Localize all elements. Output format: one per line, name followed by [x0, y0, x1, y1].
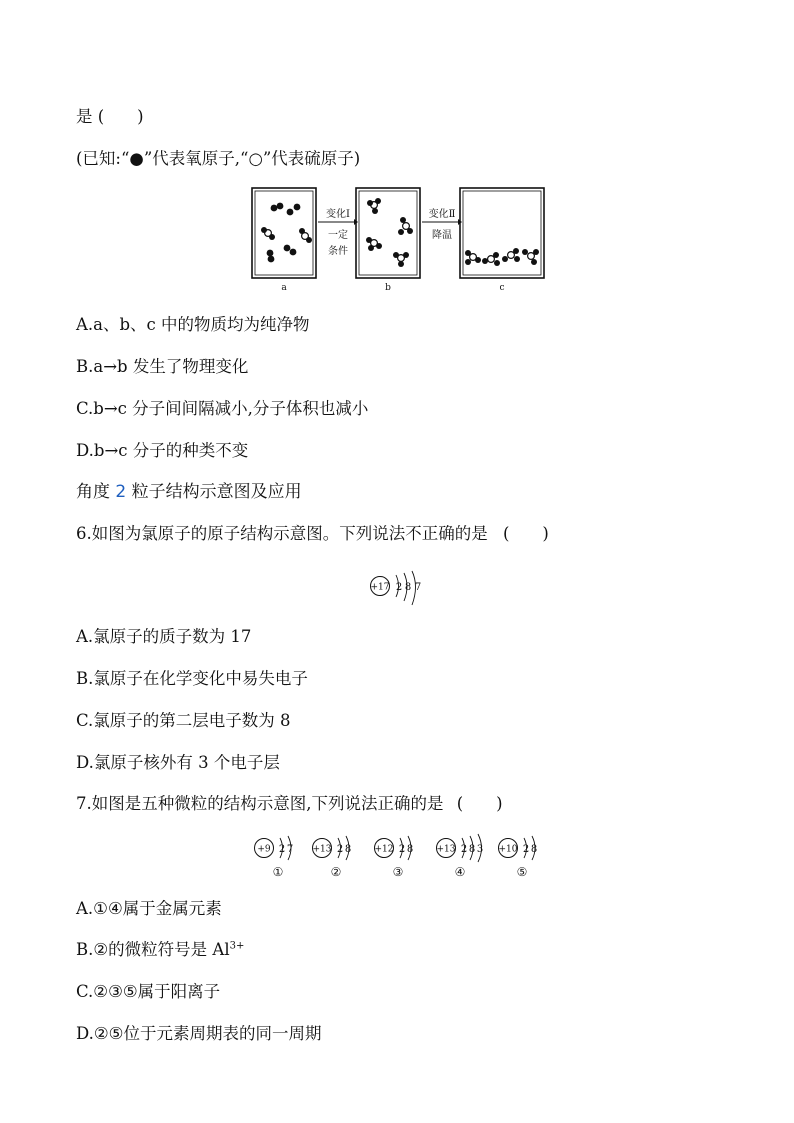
q7-stem: 7.如图是五种微粒的结构示意图,下列说法正确的是: [76, 794, 444, 813]
q5-option-b[interactable]: B.a→b 发生了物理变化: [76, 357, 249, 376]
box-c-label: c: [499, 283, 505, 293]
q7-option-c[interactable]: C.②③⑤属于阳离子: [76, 982, 221, 1001]
q6-option-c[interactable]: C.氯原子的第二层电子数为 8: [76, 711, 291, 730]
q7-particle-3: [375, 836, 414, 879]
q7-particles-diagram: [248, 822, 548, 882]
q7-nucleus-label: +13: [436, 844, 456, 855]
q6-electron-shell-2: 8: [404, 582, 412, 593]
section-prefix: 角度: [76, 482, 110, 502]
q7-particle-label: ③: [392, 865, 404, 879]
q7-nucleus-label: +12: [374, 844, 394, 855]
q7-particle-label: ④: [454, 865, 466, 879]
q7-option-a[interactable]: A.①④属于金属元素: [76, 899, 222, 918]
q7-nucleus-label: +10: [498, 844, 518, 855]
box-b-label: b: [385, 283, 391, 293]
q5-option-a[interactable]: A.a、b、c 中的物质均为纯净物: [76, 315, 310, 334]
q7-electron-count: 7: [286, 844, 294, 855]
box-a-label: a: [281, 283, 287, 293]
q6-nucleus-label: +17: [370, 582, 390, 593]
section-title: 粒子结构示意图及应用: [131, 482, 302, 502]
q7-electron-count: 8: [468, 844, 476, 855]
q7-option-b-text: B.②的微粒符号是 Al: [76, 940, 230, 959]
change1-arrow: [318, 207, 358, 257]
q7-particle-label: ②: [330, 865, 342, 879]
q7-particle-4: [437, 834, 484, 879]
q7-nucleus-label: +13: [312, 844, 332, 855]
q7-particle-label: ①: [272, 865, 284, 879]
q7-particle-5: [499, 836, 538, 879]
change1-line2: 一定: [328, 230, 348, 241]
q7-electron-count: 2: [398, 844, 406, 855]
q6-electron-shell-1: 2: [395, 582, 403, 593]
q6-stem: 6.如图为氯原子的原子结构示意图。下列说法不正确的是: [76, 524, 488, 543]
change2-line1: 变化Ⅱ: [428, 209, 456, 220]
section-heading: [76, 481, 302, 503]
q7-electron-count: 8: [344, 844, 352, 855]
q6-option-b[interactable]: B.氯原子在化学变化中易失电子: [76, 669, 308, 688]
box-a: [252, 188, 316, 293]
q7-particle-1: [255, 836, 294, 879]
q7-electron-count: 8: [530, 844, 538, 855]
box-b: [356, 188, 420, 293]
q7-option-b-charge: 3+: [229, 940, 245, 952]
q6-stem-line: [76, 523, 549, 545]
q7-electron-count: 2: [522, 844, 530, 855]
q5-note: (已知:“●”代表氧原子,“○”代表硫原子): [76, 149, 361, 168]
q7-particle-2: [313, 836, 352, 879]
q7-answer-paren[interactable]: ( ): [456, 794, 503, 813]
q7-particle-label: ⑤: [516, 865, 528, 879]
q7-electron-count: 3: [476, 844, 484, 855]
q7-electron-count: 2: [278, 844, 286, 855]
q7-nucleus-label: +9: [257, 844, 271, 855]
q6-answer-paren[interactable]: ( ): [503, 524, 549, 543]
q7-option-b[interactable]: [76, 939, 244, 961]
q5-reaction-figure: [250, 186, 546, 294]
change1-line3: 条件: [328, 246, 348, 257]
q5-option-c[interactable]: C.b→c 分子间间隔减小,分子体积也减小: [76, 399, 369, 418]
q6-atom-diagram: [366, 566, 430, 610]
change2-arrow: [422, 207, 462, 241]
q6-option-a[interactable]: A.氯原子的质子数为 17: [76, 627, 252, 646]
change1-line1: 变化Ⅰ: [326, 209, 350, 220]
q6-electron-shell-3: 7: [414, 582, 422, 593]
box-c: [460, 188, 544, 293]
q6-option-d[interactable]: D.氯原子核外有 3 个电子层: [76, 753, 280, 772]
q7-electron-count: 8: [406, 844, 414, 855]
section-number: 2: [115, 482, 127, 502]
q7-electron-count: 2: [336, 844, 344, 855]
q5-option-d[interactable]: D.b→c 分子的种类不变: [76, 441, 249, 460]
q7-option-d[interactable]: D.②⑤位于元素周期表的同一周期: [76, 1024, 322, 1043]
q5-stem-tail: 是 ( ): [76, 107, 144, 126]
q7-electron-count: 2: [460, 844, 468, 855]
q7-stem-line: [76, 793, 503, 815]
change2-line2: 降温: [432, 230, 452, 241]
